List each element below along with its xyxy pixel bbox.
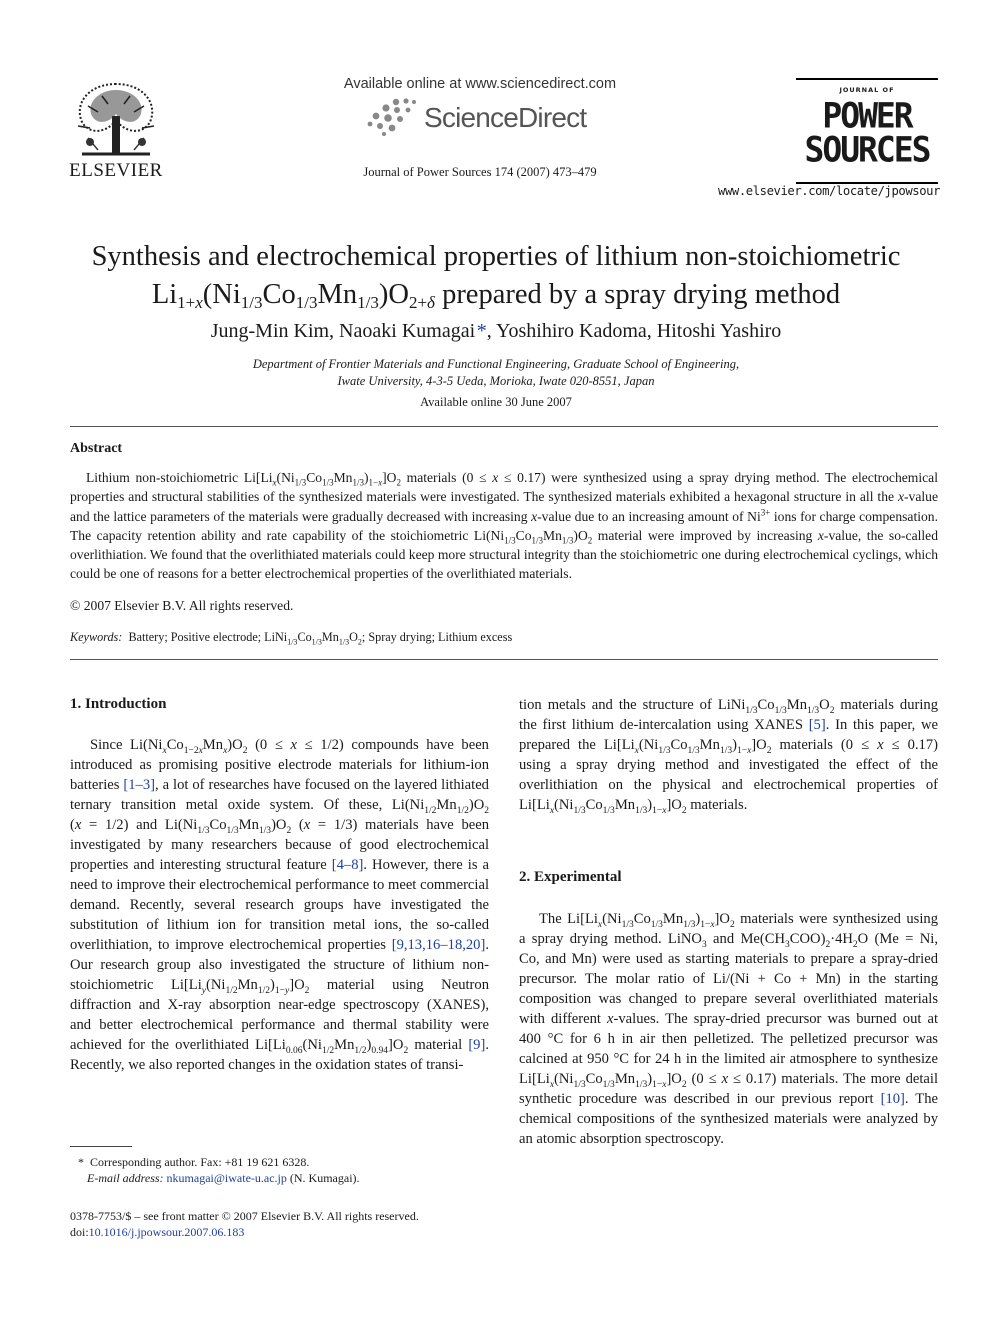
citation-link[interactable]: [10] — [880, 1091, 905, 1107]
keywords-a: Battery; Positive electrode; LiNi — [128, 630, 288, 644]
email-link[interactable]: nkumagai@iwate-u.ac.jp — [166, 1171, 287, 1185]
elsevier-logo — [68, 76, 164, 182]
keywords-label: Keywords: — [70, 630, 123, 644]
footnote-divider — [70, 1146, 132, 1147]
affiliation-line-2: Iwate University, 4-3-5 Ueda, Morioka, Iwate 020-8551, Japan — [337, 374, 655, 388]
available-online-date: Available online 30 June 2007 — [420, 395, 572, 409]
keywords-b: ; Spray drying; Lithium excess — [361, 630, 513, 644]
sciencedirect-dots-icon — [366, 96, 424, 136]
email-label: E-mail address: — [87, 1171, 164, 1185]
available-online-text: Available online at www.sciencedirect.com — [343, 76, 617, 92]
journal-logo-sources: SOURCES — [804, 129, 930, 170]
elsevier-tree-icon — [68, 76, 164, 158]
journal-citation: Journal of Power Sources 174 (2007) 473–479 — [363, 165, 597, 179]
section-heading-experimental: 2. Experimental — [519, 869, 622, 885]
journal-logo-power: POWER — [822, 95, 912, 136]
introduction-continued: tion metals and the structure of $LiNi_{1/3}Co_{1/3}Mn_{1/3}O_2$ materials during the first lithium de-intercalation using XANES [5]. In this paper, we prepared the $Li[Li_x(Ni_{1/3}Co_{1/3}Mn_{1/3})_{1-x}]O_2$ materials (0 ≤ x ≤ 0.17) using a spray drying method and investigated the effect of the overlithiation on the physical and electrochemical properties of $Li[Li_x(Ni_{1/3}Co_{1/3}Mn_{1/3})_{1-x}]O_2$ materials. — [519, 697, 938, 816]
author-list — [60, 320, 932, 343]
sciencedirect-logo[interactable] — [366, 96, 606, 140]
footnote-star: * — [78, 1155, 84, 1169]
front-matter — [70, 1208, 419, 1240]
authors-rest: , Yoshihiro Kadoma, Hitoshi Yashiro — [486, 320, 782, 342]
experimental-body: The $Li[Li_x(Ni_{1/3}Co_{1/3}Mn_{1/3})_{1-x}]O_2$ materials were synthesized using a spray drying method. LiNO$_3$ and $Me(CH_3COO)_2\cdot 4H_2O$ (Me = Ni, Co, and Mn) were used as starting materials to prepare a spray-dried precursor. The molar ratio of Li/(Ni + Co + Mn) in the starting composition was changed to prepare several overlithiated materials with different x-values. The spray-dried precursor was burned out at 400 °C for 6 h in air then pelletized. The pelletized precursor was calcined at 950 °C for 24 h in the limited air atmosphere to synthesize $Li[Li_x(Ni_{1/3}Co_{1/3}Mn_{1/3})_{1-x}]O_2$ (0 ≤ x ≤ 0.17) materials. The more detail synthetic procedure was described in our previous report [10]. The chemical compositions of the synthesized materials were analyzed by an atomic absorption spectroscopy. — [519, 911, 938, 1147]
title-line-2-suffix: prepared by a spray drying method — [434, 279, 841, 310]
sciencedirect-wordmark: ScienceDirect — [424, 102, 587, 133]
citation-link[interactable]: [5] — [808, 717, 826, 733]
footnote — [78, 1154, 360, 1186]
divider — [70, 659, 938, 660]
authors-first: Jung-Min Kim, Naoaki Kumagai — [210, 320, 476, 342]
abstract-heading: Abstract — [70, 441, 123, 456]
doi-link[interactable]: 10.1016/j.jpowsour.2007.06.183 — [88, 1225, 245, 1239]
title-line-1: Synthesis and electrochemical properties of lithium non-stoichiometric — [91, 241, 901, 272]
abstract-body: Lithium non-stoichiometric $Li[Li_x(Ni_{1/3}Co_{1/3}Mn_{1/3})_{1-x}]O_2$ materials (0 ≤ x ≤ 0.17) were synthesized using a spray drying method. The electrochemical properties and structural stabilities of the synthesized materials were investigated. The synthesized materials exhibited a hexagonal structure in all the x-value and the lattice parameters of the materials were gradually decreased with increasing x-value due to an increasing amount of $Ni^{3+}$ ions for charge compensation. The capacity retention ability and rate capability of the stoichiometric $Li(Ni_{1/3}Co_{1/3}Mn_{1/3})O_2$ material were improved by increasing x-value, the so-called overlithiation. We found that the overlithiated materials could keep more structural integrity than the stoichiometric one during electrochemical cyclings, which could be one of reasons for a better electrochemical properties of the overlithiated materials. — [70, 470, 939, 582]
elsevier-wordmark: ELSEVIER — [69, 160, 163, 181]
copyright-notice: © 2007 Elsevier B.V. All rights reserved. — [70, 598, 294, 613]
divider — [70, 426, 938, 427]
corresponding-author-mark[interactable]: * — [475, 320, 487, 342]
affiliation-line-1: Department of Frontier Materials and Functional Engineering, Graduate School of Engineering, — [252, 357, 740, 371]
journal-logo-top: JOURNAL OF — [839, 86, 895, 94]
email-suffix: (N. Kumagai). — [289, 1171, 360, 1185]
issn-line: 0378-7753/$ – see front matter © 2007 Elsevier B.V. All rights reserved. — [70, 1209, 419, 1223]
footnote-corresponding: Corresponding author. Fax: +81 19 621 6328. — [90, 1155, 310, 1169]
citation-link[interactable]: [9] — [468, 1037, 486, 1053]
citation-link[interactable]: [1–3] — [123, 777, 155, 793]
affiliation — [60, 356, 932, 390]
citation-link[interactable]: [9,13,16–18,20] — [391, 937, 486, 953]
section-heading-introduction: 1. Introduction — [70, 696, 167, 712]
journal-url-link[interactable]: www.elsevier.com/locate/jpowsour — [718, 184, 940, 198]
citation-link[interactable]: [4–8] — [331, 857, 364, 873]
keywords: Keywords: Battery; Positive electrode; $LiNi_{1/3}Co_{1/3}Mn_{1/3}O_2$; Spray drying; Lithium excess — [70, 630, 513, 647]
doi-label: doi: — [70, 1225, 89, 1239]
article-title: Synthesis and electrochemical properties of lithium non-stoichiometric $Li_{1+x}(Ni_{1/3}Co_{1/3}Mn_{1/3})O_{2+\delta}$ prepared by a spray drying method — [91, 241, 901, 312]
journal-logo — [796, 78, 938, 186]
introduction-body: Since $Li(Ni_xCo_{1-2x}Mn_x)O_2$ (0 ≤ x ≤ 1/2) compounds have been introduced as promising positive electrode materials for lithium-ion batteries [1–3], a lot of researches have focused on the layered lithiated ternary transition metal oxide system. Of these, $Li(Ni_{1/2}Mn_{1/2})O_2$ (x = 1/2) and $Li(Ni_{1/3}Co_{1/3}Mn_{1/3})O_2$ (x = 1/3) materials have been investigated by many researchers because of good electrochemical properties and interesting structural feature [4–8]. However, there is a need to improve their electrochemical performance to meet commercial demand. Recently, several research groups have investigated the substitution of lithium ion for transition metal ions, the so-called overlithiation, to improve electrochemical properties [9,13,16–18,20]. Our research group also investigated the structure of lithium non-stoichiometric $Li[Li_y(Ni_{1/2}Mn_{1/2})_{1-y}]O_2$ material using Neutron diffraction and X-ray absorption near-edge spectroscopy (XANES), and better electrochemical performance and thermal stability were achieved for the overlithiated $Li[Li_{0.06}(Ni_{1/2}Mn_{1/2})_{0.94}]O_2$ material [9]. Recently, we also reported changes in the oxidation states of transi- — [70, 737, 490, 1073]
